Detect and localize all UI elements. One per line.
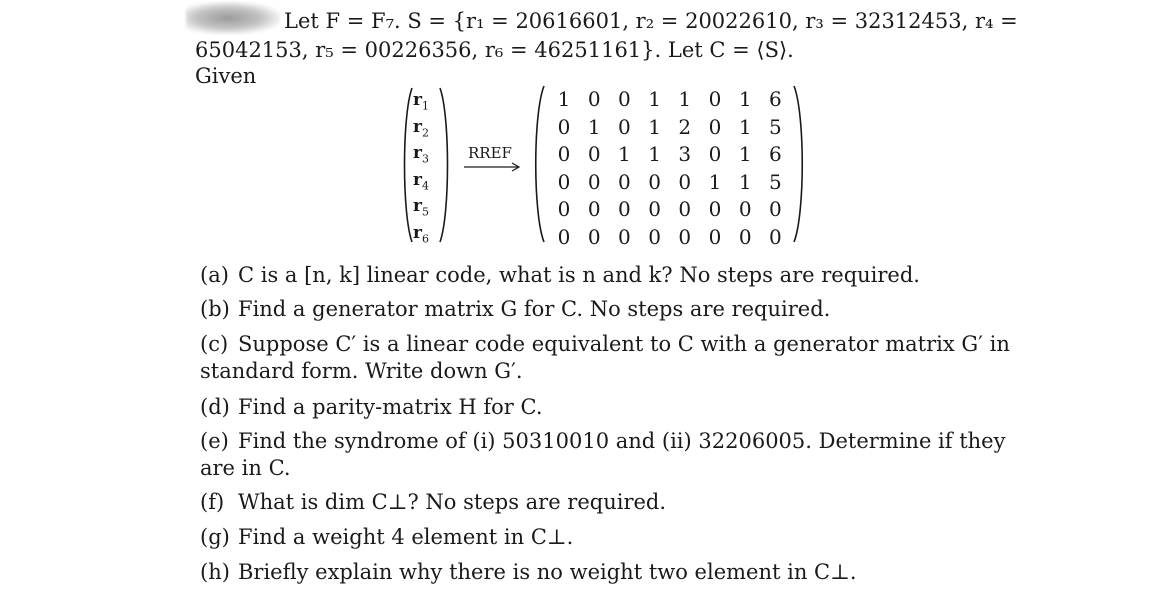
matrix-cell: 6: [769, 87, 782, 111]
question-item: [200, 331, 1030, 386]
matrix-cell: 0: [648, 224, 661, 249]
matrix-cell: 0: [738, 224, 752, 249]
intro-line-1: Let F = F₇. S = {r₁ = 20616601, r₂ = 20022610, r₃ = 32312453, r₄ =: [284, 9, 1018, 33]
rref-matrix: [530, 84, 810, 249]
question-label: (d): [200, 395, 230, 419]
matrix-cell: 5: [769, 114, 782, 139]
row-vector-matrix: [400, 86, 452, 244]
row-label-r5: $r_5$: [413, 196, 429, 219]
matrix-cell: 0: [618, 224, 631, 249]
matrix-cell: 1: [708, 169, 722, 194]
row-label-r3: $r_3$: [413, 143, 429, 166]
matrix-cell: 0: [708, 87, 722, 111]
question-text: Find a parity-matrix H for C.: [238, 395, 543, 419]
matrix-cell: 0: [708, 197, 722, 221]
matrix-cell: 0: [708, 114, 722, 139]
row-label-r4: $r_4$: [413, 169, 429, 192]
matrix-cell: 1: [738, 169, 752, 194]
rref-arrow: [462, 144, 524, 174]
matrix-cell: 0: [648, 169, 661, 194]
question-text: Find the syndrome of (i) 50310010 and (ii) 32206005. Determine if they are in C.: [200, 429, 1006, 481]
matrix-cell: 0: [678, 197, 692, 221]
intro-line-2: 65042153, r₅ = 00226356, r₆ = 46251161}. Let C = ⟨S⟩.: [195, 38, 794, 62]
question-text: C is a [n, k] linear code, what is n and k? No steps are required.: [238, 263, 920, 287]
question-label: (e): [200, 429, 229, 453]
matrix-cell: 1: [587, 114, 601, 139]
matrix-cell: 0: [587, 169, 601, 194]
question-label: (c): [200, 332, 229, 356]
given-label: Given: [195, 64, 257, 88]
question-item: [200, 489, 1030, 516]
matrix-cell: 0: [769, 197, 782, 221]
question-label: (g): [200, 525, 230, 549]
matrix-cell: 0: [708, 142, 722, 166]
matrix-cell: 0: [708, 224, 722, 249]
matrix-cell: 0: [618, 197, 631, 221]
matrix-cell: 0: [557, 114, 571, 139]
matrix-cell: 1: [738, 142, 752, 166]
question-item: [200, 394, 1030, 421]
matrix-cell: 1: [738, 87, 752, 111]
matrix-cell: 0: [587, 87, 601, 111]
matrix-cell: 0: [618, 87, 631, 111]
matrix-cell: 1: [678, 87, 692, 111]
question-item: [200, 559, 1030, 586]
question-label: (b): [200, 297, 230, 321]
matrix-cell: 0: [587, 197, 601, 221]
row-label-r6: $r_6$: [413, 222, 429, 245]
matrix-cell: 1: [738, 114, 752, 139]
question-item: [200, 428, 1030, 483]
question-label: (a): [200, 263, 229, 287]
matrix-cell: 1: [557, 87, 571, 111]
question-item: [200, 524, 1030, 551]
question-label: (f): [200, 490, 225, 514]
question-item: [200, 296, 1030, 323]
matrix-cell: 0: [557, 169, 571, 194]
question-text: Briefly explain why there is no weight two element in C⊥.: [238, 560, 857, 584]
matrix-cell: 6: [769, 142, 782, 166]
matrix-cell: 1: [648, 114, 661, 139]
matrix-cell: 0: [678, 169, 692, 194]
matrix-cell: 0: [557, 197, 571, 221]
question-item: [200, 262, 1030, 289]
row-label-r2: $r_2$: [413, 116, 429, 139]
rref-arrow-label: RREF: [468, 144, 512, 162]
matrix-cell: 0: [618, 114, 631, 139]
matrix-cell: 0: [587, 224, 601, 249]
question-text: Find a generator matrix G for C. No steps are required.: [238, 297, 831, 321]
matrix-cell: 1: [618, 142, 631, 166]
matrix-cell: 0: [618, 169, 631, 194]
matrix-cell: 0: [738, 197, 752, 221]
question-label: (h): [200, 560, 230, 584]
matrix-cell: 0: [557, 142, 571, 166]
matrix-cell: 1: [648, 142, 661, 166]
matrix-cell: 5: [769, 169, 782, 194]
arrow-icon: [462, 144, 524, 174]
question-text: What is dim C⊥? No steps are required.: [238, 490, 667, 514]
matrix-cell: 0: [648, 197, 661, 221]
matrix-cell: 3: [678, 142, 692, 166]
matrix-cell: 1: [648, 87, 661, 111]
matrix-cell: 0: [769, 224, 782, 249]
row-label-r1: $r_1$: [413, 90, 429, 113]
question-text: Suppose C′ is a linear code equivalent to C with a generator matrix G′ in standard form. Write down G′.: [200, 332, 1010, 384]
matrix-cell: 0: [557, 224, 571, 249]
redaction-smudge: [186, 2, 280, 34]
question-text: Find a weight 4 element in C⊥.: [238, 525, 574, 549]
matrix-cell: 0: [678, 224, 692, 249]
matrix-cell: 0: [587, 142, 601, 166]
matrix-cell: 2: [678, 114, 692, 139]
